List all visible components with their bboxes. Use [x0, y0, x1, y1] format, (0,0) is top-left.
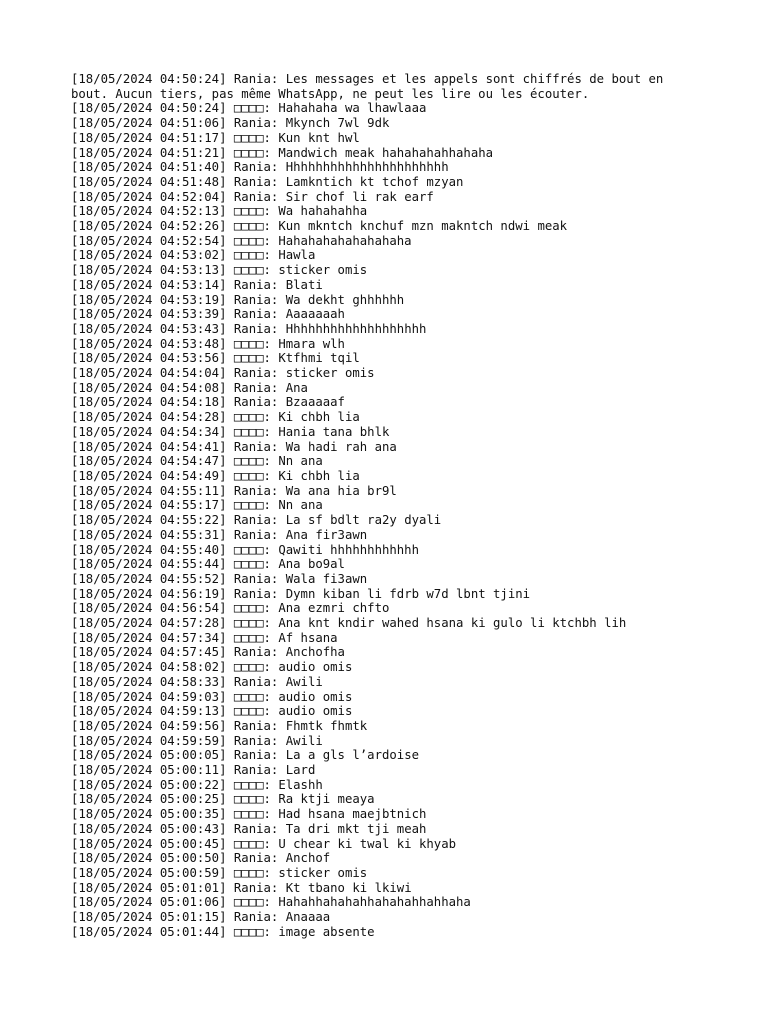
message-timestamp: [18/05/2024 04:54:04]	[71, 366, 227, 381]
message-timestamp: [18/05/2024 04:55:44]	[71, 557, 227, 572]
message-text: Ta dri mkt tji meah	[285, 821, 427, 836]
message-timestamp: [18/05/2024 05:00:25]	[71, 792, 227, 807]
message-text: Elashh	[278, 777, 323, 792]
message-line: [18/05/2024 04:56:19] Rania: Dymn kiban li fdrb w7d lbnt tjini	[71, 586, 531, 601]
message-sender: □□□□	[233, 424, 264, 439]
message-sender: □□□□	[233, 601, 264, 616]
message-timestamp: [18/05/2024 04:56:19]	[71, 586, 227, 601]
message-line: [18/05/2024 05:00:25] □□□□: Ra ktji meaya	[71, 792, 375, 807]
message-text: sticker omis	[278, 865, 368, 880]
message-sender: □□□□	[233, 836, 264, 851]
message-line: [18/05/2024 04:54:49] □□□□: Ki chbh lia	[71, 468, 360, 483]
message-sender: □□□□	[233, 557, 264, 572]
message-text: Awili	[285, 733, 323, 748]
message-sender: Rania	[233, 160, 271, 175]
message-line: [18/05/2024 04:51:06] Rania: Mkynch 7wl 9dk	[71, 116, 390, 131]
message-sender: □□□□	[233, 498, 264, 513]
message-line: [18/05/2024 04:51:17] □□□□: Kun knt hwl	[71, 130, 360, 145]
message-timestamp: [18/05/2024 04:59:03]	[71, 689, 227, 704]
message-line: [18/05/2024 04:57:34] □□□□: Af hsana	[71, 630, 338, 645]
message-line: [18/05/2024 04:53:39] Rania: Aaaaaaah	[71, 307, 345, 322]
message-sender: □□□□	[233, 351, 264, 366]
message-timestamp: [18/05/2024 04:50:24]	[71, 72, 227, 86]
message-sender: □□□□	[233, 248, 264, 263]
message-line: [18/05/2024 04:57:45] Rania: Anchofha	[71, 645, 345, 660]
message-sender: □□□□	[233, 792, 264, 807]
message-text: Sir chof li rak earf	[285, 189, 434, 204]
message-sender: □□□□	[233, 263, 264, 278]
message-timestamp: [18/05/2024 04:55:52]	[71, 571, 227, 586]
message-timestamp: [18/05/2024 04:55:22]	[71, 513, 227, 528]
message-text: Ki chbh lia	[278, 468, 360, 483]
message-timestamp: [18/05/2024 04:54:49]	[71, 468, 227, 483]
message-text: Mkynch 7wl 9dk	[285, 116, 390, 131]
message-sender: Rania	[233, 380, 271, 395]
message-sender: Rania	[233, 513, 271, 528]
message-sender: Rania	[233, 307, 271, 322]
message-text: U chear ki twal ki khyab	[278, 836, 457, 851]
message-text: Fhmtk fhmtk	[285, 718, 368, 733]
message-line: [18/05/2024 04:54:08] Rania: Ana	[71, 380, 308, 395]
message-sender: □□□□	[233, 704, 264, 719]
message-line: [18/05/2024 04:54:28] □□□□: Ki chbh lia	[71, 410, 360, 425]
message-text: Hawla	[278, 248, 316, 263]
message-sender: □□□□	[233, 145, 264, 160]
message-timestamp: [18/05/2024 04:54:34]	[71, 424, 227, 439]
message-sender: □□□□	[233, 542, 264, 557]
message-sender: □□□□	[233, 924, 264, 939]
message-timestamp: [18/05/2024 04:53:43]	[71, 321, 227, 336]
message-sender: Rania	[233, 718, 271, 733]
message-timestamp: [18/05/2024 04:54:08]	[71, 380, 227, 395]
message-sender: Rania	[233, 748, 271, 763]
message-timestamp: [18/05/2024 04:51:40]	[71, 160, 227, 175]
message-sender: □□□□	[233, 895, 264, 910]
message-text: Ra ktji meaya	[278, 792, 375, 807]
message-text: Had hsana maejbtnich	[278, 807, 427, 822]
message-timestamp: [18/05/2024 05:00:35]	[71, 807, 227, 822]
message-sender: Rania	[233, 674, 271, 689]
message-timestamp: [18/05/2024 04:53:13]	[71, 263, 227, 278]
message-text: Les messages et les appels sont chiffrés de bout en bout. Aucun tiers, pas même WhatsApp, ne peut les lire ou les écouter.	[71, 72, 671, 101]
message-timestamp: [18/05/2024 04:56:54]	[71, 601, 227, 616]
message-line: [18/05/2024 04:53:56] □□□□: Ktfhmi tqil	[71, 351, 360, 366]
message-text: Dymn kiban li fdrb w7d lbnt tjini	[285, 586, 531, 601]
message-line: [18/05/2024 04:50:24] □□□□: Hahahaha wa lhawlaaa	[71, 101, 427, 116]
message-text: Wa hadi rah ana	[285, 439, 397, 454]
message-line: [18/05/2024 04:55:31] Rania: Ana fir3awn	[71, 527, 368, 542]
message-sender: □□□□	[233, 660, 264, 675]
message-line: [18/05/2024 05:00:05] Rania: La a gls l’ardoise	[71, 748, 419, 763]
message-sender: □□□□	[233, 130, 264, 145]
message-timestamp: [18/05/2024 04:53:02]	[71, 248, 227, 263]
message-line: [18/05/2024 05:00:50] Rania: Anchof	[71, 851, 331, 866]
message-timestamp: [18/05/2024 04:57:34]	[71, 630, 227, 645]
message-sender: Rania	[233, 321, 271, 336]
message-timestamp: [18/05/2024 04:55:17]	[71, 498, 227, 513]
message-text: audio omis	[278, 689, 353, 704]
message-sender: □□□□	[233, 336, 264, 351]
chat-transcript	[71, 72, 691, 939]
message-line: [18/05/2024 04:51:48] Rania: Lamkntich kt tchof mzyan	[71, 174, 464, 189]
message-sender: Rania	[233, 116, 271, 131]
message-sender: □□□□	[233, 204, 264, 219]
message-line: [18/05/2024 05:00:35] □□□□: Had hsana maejbtnich	[71, 807, 427, 822]
message-text: Ana knt kndir wahed hsana ki gulo li ktchbh lih	[278, 616, 627, 631]
message-timestamp: [18/05/2024 04:54:41]	[71, 439, 227, 454]
message-sender: □□□□	[233, 410, 264, 425]
message-timestamp: [18/05/2024 04:55:11]	[71, 483, 227, 498]
message-sender: Rania	[233, 292, 271, 307]
message-timestamp: [18/05/2024 04:52:13]	[71, 204, 227, 219]
message-line: [18/05/2024 04:52:54] □□□□: Hahahahahahahahaha	[71, 233, 412, 248]
message-timestamp: [18/05/2024 05:00:22]	[71, 777, 227, 792]
message-line: [18/05/2024 04:59:56] Rania: Fhmtk fhmtk	[71, 718, 368, 733]
message-sender: Rania	[233, 72, 271, 86]
message-line: [18/05/2024 04:58:33] Rania: Awili	[71, 674, 323, 689]
message-text: La a gls l’ardoise	[285, 748, 419, 763]
message-sender: Rania	[233, 174, 271, 189]
message-sender: Rania	[233, 483, 271, 498]
message-timestamp: [18/05/2024 04:52:26]	[71, 219, 227, 234]
message-timestamp: [18/05/2024 04:59:59]	[71, 733, 227, 748]
message-line: [18/05/2024 04:55:40] □□□□: Qawiti hhhhhhhhhhhh	[71, 542, 419, 557]
message-timestamp: [18/05/2024 05:00:11]	[71, 763, 227, 778]
message-text: Af hsana	[278, 630, 338, 645]
message-text: Hahahahahahahahaha	[278, 233, 412, 248]
message-sender: □□□□	[233, 616, 264, 631]
message-sender: Rania	[233, 733, 271, 748]
message-line: [18/05/2024 04:56:54] □□□□: Ana ezmri chfto	[71, 601, 390, 616]
message-line: [18/05/2024 04:54:18] Rania: Bzaaaaaf	[71, 395, 345, 410]
message-text: Wa ana hia br9l	[285, 483, 397, 498]
message-sender: □□□□	[233, 101, 264, 116]
message-line: [18/05/2024 04:53:13] □□□□: sticker omis	[71, 263, 368, 278]
message-line: [18/05/2024 05:00:43] Rania: Ta dri mkt tji meah	[71, 821, 427, 836]
message-timestamp: [18/05/2024 05:00:45]	[71, 836, 227, 851]
message-line: [18/05/2024 04:53:02] □□□□: Hawla	[71, 248, 316, 263]
message-timestamp: [18/05/2024 04:55:40]	[71, 542, 227, 557]
message-timestamp: [18/05/2024 05:00:43]	[71, 821, 227, 836]
message-sender: □□□□	[233, 233, 264, 248]
message-sender: Rania	[233, 527, 271, 542]
message-line: [18/05/2024 04:50:24] Rania: Les messages et les appels sont chiffrés de bout en bout. Aucun tiers, pas même WhatsApp, ne peut les lire ou les écouter.	[71, 72, 671, 101]
message-line: [18/05/2024 04:52:13] □□□□: Wa hahahahha	[71, 204, 368, 219]
message-text: Wa dekht ghhhhhh	[285, 292, 405, 307]
message-line: [18/05/2024 05:01:15] Rania: Anaaaa	[71, 910, 331, 925]
message-line: [18/05/2024 04:58:02] □□□□: audio omis	[71, 660, 353, 675]
message-text: sticker omis	[285, 366, 375, 381]
message-timestamp: [18/05/2024 04:51:17]	[71, 130, 227, 145]
message-line: [18/05/2024 05:01:01] Rania: Kt tbano ki lkiwi	[71, 880, 412, 895]
message-text: Kt tbano ki lkiwi	[285, 880, 412, 895]
message-timestamp: [18/05/2024 04:53:56]	[71, 351, 227, 366]
message-text: Ana ezmri chfto	[278, 601, 390, 616]
message-text: Kun mkntch knchuf mzn makntch ndwi meak	[278, 219, 568, 234]
message-timestamp: [18/05/2024 04:50:24]	[71, 101, 227, 116]
message-line: [18/05/2024 04:53:48] □□□□: Hmara wlh	[71, 336, 345, 351]
message-line: [18/05/2024 04:57:28] □□□□: Ana knt kndir wahed hsana ki gulo li ktchbh lih	[71, 616, 627, 631]
message-line: [18/05/2024 05:00:11] Rania: Lard	[71, 763, 316, 778]
message-sender: Rania	[233, 395, 271, 410]
message-line: [18/05/2024 04:55:44] □□□□: Ana bo9al	[71, 557, 345, 572]
message-text: sticker omis	[278, 263, 368, 278]
message-timestamp: [18/05/2024 05:01:06]	[71, 895, 227, 910]
message-text: audio omis	[278, 660, 353, 675]
message-line: [18/05/2024 04:55:11] Rania: Wa ana hia br9l	[71, 483, 397, 498]
message-line: [18/05/2024 04:54:41] Rania: Wa hadi rah ana	[71, 439, 397, 454]
message-timestamp: [18/05/2024 05:00:50]	[71, 851, 227, 866]
message-sender: Rania	[233, 645, 271, 660]
message-text: Hahahaha wa lhawlaaa	[278, 101, 427, 116]
message-text: Qawiti hhhhhhhhhhhh	[278, 542, 419, 557]
message-text: Hania tana bhlk	[278, 424, 390, 439]
message-timestamp: [18/05/2024 05:01:01]	[71, 880, 227, 895]
message-text: Wa hahahahha	[278, 204, 368, 219]
message-text: Mandwich meak hahahahahhahaha	[278, 145, 494, 160]
message-text: Ktfhmi tqil	[278, 351, 360, 366]
message-timestamp: [18/05/2024 04:55:31]	[71, 527, 227, 542]
message-text: Lamkntich kt tchof mzyan	[285, 174, 464, 189]
message-sender: □□□□	[233, 454, 264, 469]
message-text: Blati	[285, 277, 323, 292]
message-timestamp: [18/05/2024 05:00:05]	[71, 748, 227, 763]
message-line: [18/05/2024 04:53:43] Rania: Hhhhhhhhhhhhhhhhhhh	[71, 321, 427, 336]
message-timestamp: [18/05/2024 04:53:39]	[71, 307, 227, 322]
message-sender: □□□□	[233, 777, 264, 792]
message-sender: □□□□	[233, 865, 264, 880]
message-sender: □□□□	[233, 630, 264, 645]
message-text: La sf bdlt ra2y dyali	[285, 513, 442, 528]
message-timestamp: [18/05/2024 04:51:21]	[71, 145, 227, 160]
message-sender: Rania	[233, 366, 271, 381]
message-line: [18/05/2024 04:52:04] Rania: Sir chof li rak earf	[71, 189, 434, 204]
message-line: [18/05/2024 05:01:06] □□□□: Hahahhahahahhahahahhahhaha	[71, 895, 471, 910]
message-line: [18/05/2024 04:59:59] Rania: Awili	[71, 733, 323, 748]
message-text: Ana bo9al	[278, 557, 345, 572]
message-line: [18/05/2024 05:00:22] □□□□: Elashh	[71, 777, 323, 792]
message-line: [18/05/2024 05:00:59] □□□□: sticker omis	[71, 865, 368, 880]
message-text: Hhhhhhhhhhhhhhhhhhh	[285, 321, 427, 336]
message-line: [18/05/2024 04:55:52] Rania: Wala fi3awn	[71, 571, 368, 586]
message-line: [18/05/2024 04:52:26] □□□□: Kun mkntch knchuf mzn makntch ndwi meak	[71, 219, 568, 234]
message-line: [18/05/2024 04:54:34] □□□□: Hania tana bhlk	[71, 424, 390, 439]
message-timestamp: [18/05/2024 04:58:33]	[71, 674, 227, 689]
message-text: audio omis	[278, 704, 353, 719]
message-text: Anaaaa	[285, 910, 331, 925]
message-text: Hahahhahahahhahahahhahhaha	[278, 895, 471, 910]
message-timestamp: [18/05/2024 04:51:48]	[71, 174, 227, 189]
message-timestamp: [18/05/2024 04:52:54]	[71, 233, 227, 248]
message-timestamp: [18/05/2024 04:57:45]	[71, 645, 227, 660]
message-timestamp: [18/05/2024 04:59:13]	[71, 704, 227, 719]
message-sender: Rania	[233, 851, 271, 866]
message-line: [18/05/2024 04:53:14] Rania: Blati	[71, 277, 323, 292]
message-sender: Rania	[233, 439, 271, 454]
message-sender: Rania	[233, 586, 271, 601]
message-text: image absente	[278, 924, 375, 939]
message-timestamp: [18/05/2024 04:51:06]	[71, 116, 227, 131]
message-timestamp: [18/05/2024 05:01:44]	[71, 924, 227, 939]
message-sender: Rania	[233, 910, 271, 925]
message-timestamp: [18/05/2024 04:53:19]	[71, 292, 227, 307]
message-line: [18/05/2024 04:51:21] □□□□: Mandwich meak hahahahahhahaha	[71, 145, 494, 160]
message-sender: □□□□	[233, 468, 264, 483]
message-line: [18/05/2024 04:55:17] □□□□: Nn ana	[71, 498, 323, 513]
message-sender: Rania	[233, 763, 271, 778]
message-line: [18/05/2024 05:00:45] □□□□: U chear ki twal ki khyab	[71, 836, 457, 851]
message-text: Wala fi3awn	[285, 571, 368, 586]
message-line: [18/05/2024 04:59:03] □□□□: audio omis	[71, 689, 353, 704]
message-sender: Rania	[233, 571, 271, 586]
message-text: Anchofha	[285, 645, 345, 660]
message-text: Hhhhhhhhhhhhhhhhhhhhhh	[285, 160, 449, 175]
message-timestamp: [18/05/2024 04:54:18]	[71, 395, 227, 410]
message-sender: □□□□	[233, 807, 264, 822]
message-line: [18/05/2024 04:54:04] Rania: sticker omis	[71, 366, 375, 381]
message-text: Aaaaaaah	[285, 307, 345, 322]
message-line: [18/05/2024 04:59:13] □□□□: audio omis	[71, 704, 353, 719]
message-text: Nn ana	[278, 498, 323, 513]
message-text: Ana	[285, 380, 308, 395]
message-sender: Rania	[233, 880, 271, 895]
message-text: Awili	[285, 674, 323, 689]
message-text: Ana fir3awn	[285, 527, 368, 542]
message-text: Hmara wlh	[278, 336, 345, 351]
message-timestamp: [18/05/2024 04:54:28]	[71, 410, 227, 425]
message-timestamp: [18/05/2024 04:59:56]	[71, 718, 227, 733]
message-timestamp: [18/05/2024 05:01:15]	[71, 910, 227, 925]
message-timestamp: [18/05/2024 04:57:28]	[71, 616, 227, 631]
message-text: Kun knt hwl	[278, 130, 360, 145]
message-timestamp: [18/05/2024 05:00:59]	[71, 865, 227, 880]
message-sender: □□□□	[233, 219, 264, 234]
message-timestamp: [18/05/2024 04:53:48]	[71, 336, 227, 351]
message-timestamp: [18/05/2024 04:53:14]	[71, 277, 227, 292]
message-text: Ki chbh lia	[278, 410, 360, 425]
message-line: [18/05/2024 05:01:44] □□□□: image absente	[71, 924, 375, 939]
message-timestamp: [18/05/2024 04:54:47]	[71, 454, 227, 469]
message-line: [18/05/2024 04:55:22] Rania: La sf bdlt ra2y dyali	[71, 513, 442, 528]
message-line: [18/05/2024 04:53:19] Rania: Wa dekht ghhhhhh	[71, 292, 405, 307]
message-text: Nn ana	[278, 454, 323, 469]
message-timestamp: [18/05/2024 04:58:02]	[71, 660, 227, 675]
message-sender: Rania	[233, 189, 271, 204]
message-sender: Rania	[233, 821, 271, 836]
message-text: Anchof	[285, 851, 331, 866]
message-timestamp: [18/05/2024 04:52:04]	[71, 189, 227, 204]
message-line: [18/05/2024 04:51:40] Rania: Hhhhhhhhhhhhhhhhhhhhhh	[71, 160, 449, 175]
message-sender: Rania	[233, 277, 271, 292]
message-text: Bzaaaaaf	[285, 395, 345, 410]
message-text: Lard	[285, 763, 316, 778]
message-line: [18/05/2024 04:54:47] □□□□: Nn ana	[71, 454, 323, 469]
message-sender: □□□□	[233, 689, 264, 704]
